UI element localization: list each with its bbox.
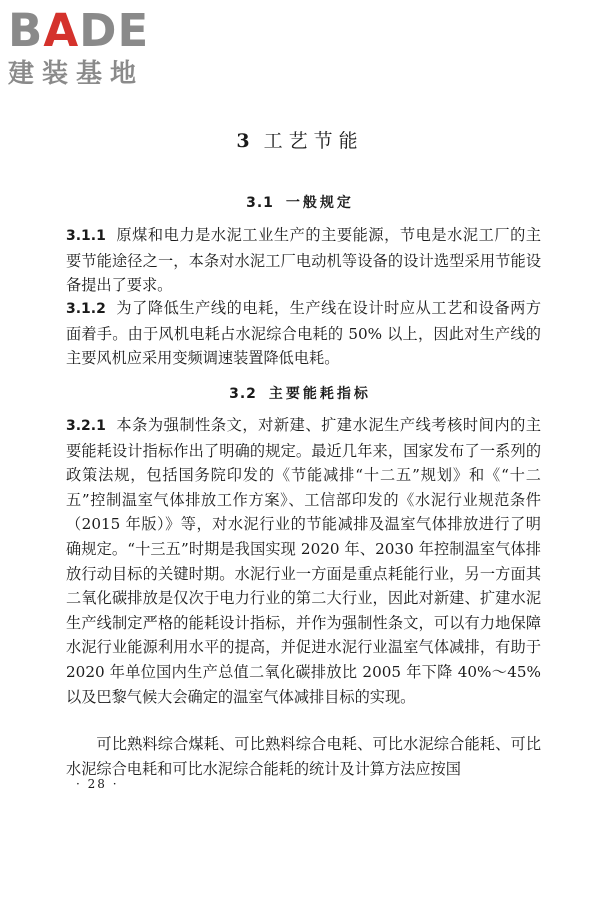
logo-wordmark: B A DE	[8, 4, 150, 57]
page-number: · 28 ·	[76, 777, 119, 791]
clause-text: 为了降低生产线的电耗，生产线在设计时应从工艺和设备两方面着手。由于风机电耗占水泥综合电耗的 50% 以上，因此对生产线的主要风机应采用变频调速装置降低电耗。	[66, 299, 541, 368]
logo-subtitle: 建装基地	[8, 59, 145, 89]
clause-number: 3.2.1	[66, 418, 106, 434]
section-heading-3-1	[0, 192, 600, 212]
section-number: 3.2	[229, 386, 257, 402]
chapter-title-text: 工艺节能	[263, 130, 364, 152]
clause-3-1-1	[66, 223, 541, 298]
clause-number: 3.1.2	[66, 301, 106, 317]
clause-text: 原煤和电力是水泥工业生产的主要能源，节电是水泥工厂的主要节能途径之一，本条对水泥工厂电动机等设备的设计选型采用节能设备提出了要求。	[66, 226, 541, 295]
clause-3-1-2	[66, 296, 541, 371]
clause-text: 本条为强制性条文，对新建、扩建水泥生产线考核时间内的主要能耗设计指标作出了明确的规定。最近几年来，国家发布了一系列的政策法规，包括国务院印发的《节能减排“十二五”规划》和《“十二五”控制温室气体排放工作方案》、工信部印发的《水泥行业规范条件（2015 年版）》等，对水泥行业的节能减排及温室气体排放进行了明确规定。“十三五”时期是我国实现 2020 年、2030 年控制温室气体排放行动目标的关键时期。水泥行业一方面是重点耗能行业，另一方面其二氧化碳排放是仅次于电力行业的第二大行业，因此对新建、扩建水泥生产线制定严格的能耗设计指标，并作为强制性条文，可以有力地保障水泥行业能源利用水平的提高，并促进水泥行业温室气体减排，有助于 2020 年单位国内生产总值二氧化碳排放比 2005 年下降 40%～45% 以及巴黎气候大会确定的温室气体减排目标的实现。	[66, 416, 541, 706]
section-heading-3-2	[0, 383, 600, 403]
section-title: 一般规定	[285, 195, 354, 211]
clause-3-2-1	[66, 413, 541, 709]
clause-number: 3.1.1	[66, 228, 106, 244]
bade-logo	[8, 4, 176, 90]
section-title: 主要能耗指标	[268, 386, 371, 402]
chapter-title	[0, 126, 600, 153]
chapter-number: 3	[236, 130, 250, 152]
continuation-paragraph: 可比熟料综合煤耗、可比熟料综合电耗、可比水泥综合能耗、可比水泥综合电耗和可比水泥综合能耗的统计及计算方法应按国	[66, 735, 541, 778]
section-number: 3.1	[246, 195, 274, 211]
